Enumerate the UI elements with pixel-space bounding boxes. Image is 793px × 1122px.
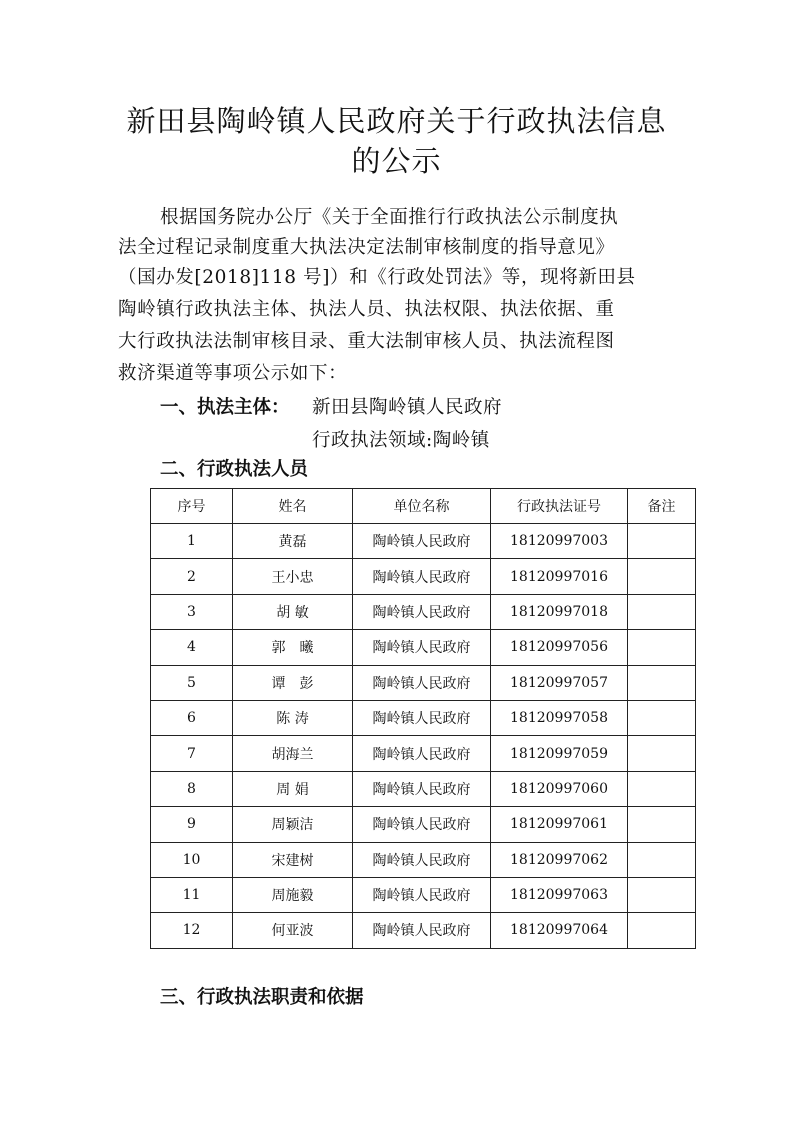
cell-index: 4	[151, 630, 233, 665]
cell-index: 7	[151, 736, 233, 771]
cell-name: 胡海兰	[233, 736, 353, 771]
cell-cert-number: 18120997061	[491, 807, 628, 842]
column-header-index: 序号	[151, 489, 233, 524]
table-row	[151, 807, 696, 842]
cell-remarks	[628, 842, 696, 877]
table-row	[151, 700, 696, 735]
cell-unit: 陶岭镇人民政府	[353, 807, 491, 842]
cell-unit: 陶岭镇人民政府	[353, 771, 491, 806]
table-row	[151, 594, 696, 629]
cell-index: 12	[151, 913, 233, 948]
table-row	[151, 736, 696, 771]
enforcement-domain-line: 行政执法领域:陶岭镇	[312, 430, 490, 451]
table-row	[151, 771, 696, 806]
cell-remarks	[628, 630, 696, 665]
cell-unit: 陶岭镇人民政府	[353, 877, 491, 912]
cell-cert-number: 18120997060	[491, 771, 628, 806]
cell-name: 周施毅	[233, 877, 353, 912]
cell-index: 1	[151, 524, 233, 559]
cell-cert-number: 18120997064	[491, 913, 628, 948]
intro-paragraph-line-4: 陶岭镇行政执法主体、执法人员、执法权限、执法依据、重	[118, 299, 615, 320]
cell-cert-number: 18120997062	[491, 842, 628, 877]
cell-index: 3	[151, 594, 233, 629]
document-title-line-2: 的公示	[351, 144, 442, 178]
cell-index: 6	[151, 700, 233, 735]
cell-remarks	[628, 524, 696, 559]
table-header-row	[151, 489, 696, 524]
cell-cert-number: 18120997057	[491, 665, 628, 700]
column-header-unit: 单位名称	[353, 489, 491, 524]
intro-paragraph-line-2: 法全过程记录制度重大执法决定法制审核制度的指导意见》	[118, 237, 615, 258]
cell-unit: 陶岭镇人民政府	[353, 630, 491, 665]
cell-name: 宋建树	[233, 842, 353, 877]
cell-name: 何亚波	[233, 913, 353, 948]
cell-name: 周 娟	[233, 771, 353, 806]
cell-unit: 陶岭镇人民政府	[353, 665, 491, 700]
cell-unit: 陶岭镇人民政府	[353, 559, 491, 594]
cell-index: 5	[151, 665, 233, 700]
cell-remarks	[628, 913, 696, 948]
cell-cert-number: 18120997063	[491, 877, 628, 912]
cell-unit: 陶岭镇人民政府	[353, 736, 491, 771]
cell-index: 2	[151, 559, 233, 594]
intro-paragraph-line-5: 大行政执法法制审核目录、重大法制审核人员、执法流程图	[118, 331, 615, 352]
cell-name: 郭 曦	[233, 630, 353, 665]
table-row	[151, 913, 696, 948]
cell-unit: 陶岭镇人民政府	[353, 524, 491, 559]
cell-cert-number: 18120997059	[491, 736, 628, 771]
column-header-remarks: 备注	[628, 489, 696, 524]
intro-paragraph-line-6: 救济渠道等事项公示如下：	[118, 363, 348, 384]
cell-name: 黄磊	[233, 524, 353, 559]
cell-remarks	[628, 700, 696, 735]
cell-index: 9	[151, 807, 233, 842]
cell-remarks	[628, 807, 696, 842]
column-header-cert-number: 行政执法证号	[491, 489, 628, 524]
intro-paragraph-line-1: 根据国务院办公厅《关于全面推行行政执法公示制度执	[160, 207, 619, 228]
cell-name: 陈 涛	[233, 700, 353, 735]
table-row	[151, 559, 696, 594]
table-row	[151, 665, 696, 700]
cell-cert-number: 18120997058	[491, 700, 628, 735]
cell-remarks	[628, 736, 696, 771]
section-heading-enforcement-subject: 一、执法主体：	[160, 397, 290, 418]
section-heading-enforcement-staff: 二、行政执法人员	[160, 459, 309, 480]
cell-name: 王小忠	[233, 559, 353, 594]
column-header-name: 姓名	[233, 489, 353, 524]
cell-name: 周颖洁	[233, 807, 353, 842]
cell-name: 胡 敏	[233, 594, 353, 629]
cell-unit: 陶岭镇人民政府	[353, 842, 491, 877]
cell-cert-number: 18120997056	[491, 630, 628, 665]
table-row	[151, 842, 696, 877]
section-heading-duties-and-basis: 三、行政执法职责和依据	[160, 987, 364, 1008]
cell-remarks	[628, 559, 696, 594]
cell-remarks	[628, 877, 696, 912]
cell-index: 10	[151, 842, 233, 877]
cell-unit: 陶岭镇人民政府	[353, 594, 491, 629]
cell-remarks	[628, 594, 696, 629]
cell-name: 谭 彭	[233, 665, 353, 700]
enforcement-staff-table	[150, 488, 696, 949]
document-title-line-1: 新田县陶岭镇人民政府关于行政执法信息	[126, 104, 667, 138]
cell-unit: 陶岭镇人民政府	[353, 913, 491, 948]
intro-paragraph-line-3: （国办发[2018]118 号]）和《行政处罚法》等，现将新田县	[118, 267, 636, 288]
cell-cert-number: 18120997016	[491, 559, 628, 594]
table-row	[151, 630, 696, 665]
cell-remarks	[628, 771, 696, 806]
cell-cert-number: 18120997003	[491, 524, 628, 559]
cell-cert-number: 18120997018	[491, 594, 628, 629]
enforcement-subject-value: 新田县陶岭镇人民政府	[312, 397, 503, 418]
cell-unit: 陶岭镇人民政府	[353, 700, 491, 735]
cell-index: 8	[151, 771, 233, 806]
table-row	[151, 524, 696, 559]
cell-remarks	[628, 665, 696, 700]
table-row	[151, 877, 696, 912]
table-body	[151, 524, 696, 949]
cell-index: 11	[151, 877, 233, 912]
